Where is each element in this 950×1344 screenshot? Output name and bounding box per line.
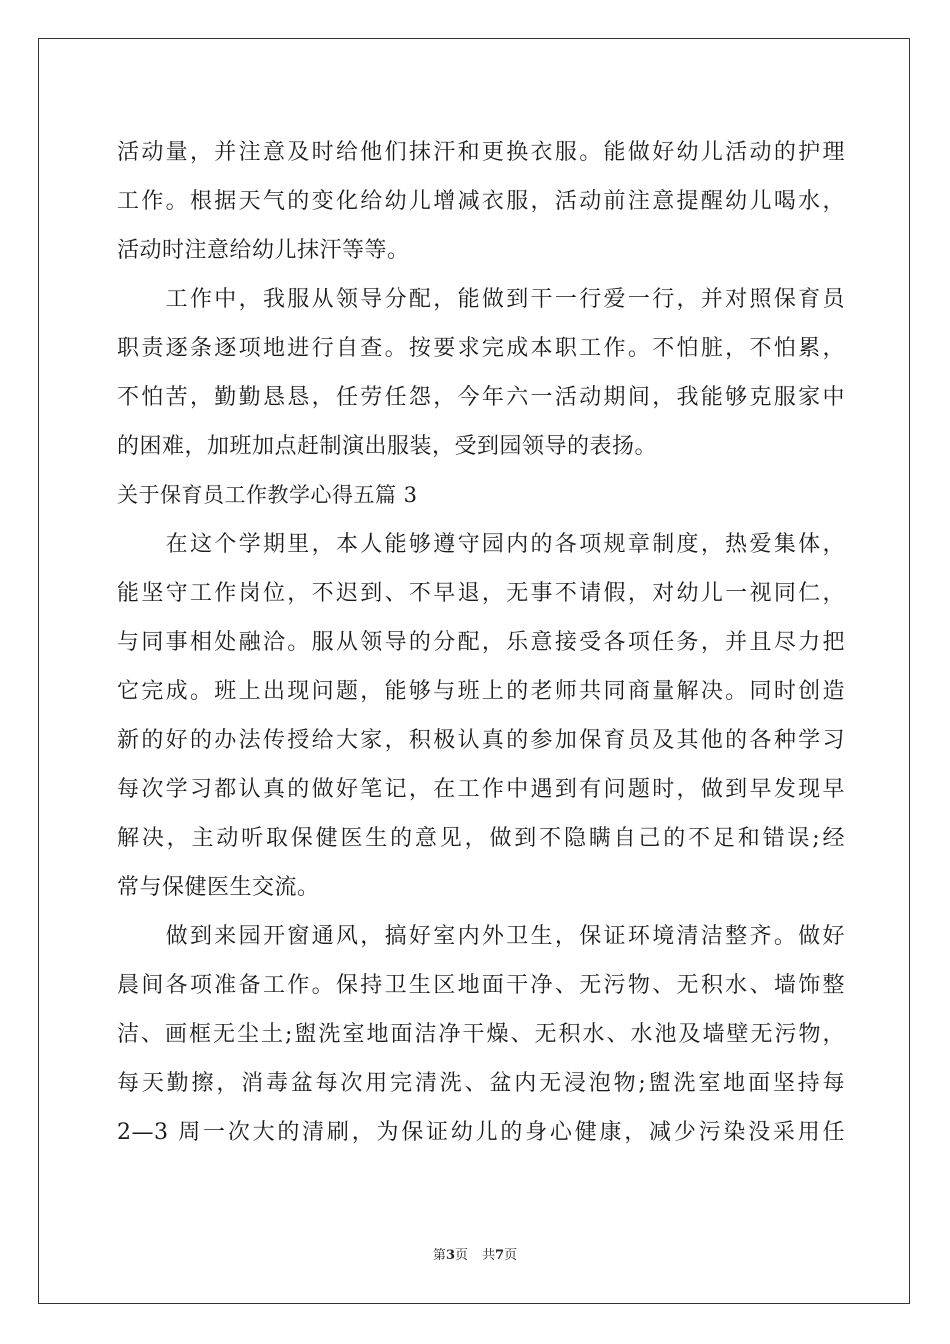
text-line: 每次学习都认真的做好笔记，在工作中遇到有问题时，做到早发现早 xyxy=(117,777,845,802)
total-prefix: 共 xyxy=(482,1248,496,1263)
heading-text: 关于保育员工作教学心得五篇 3 xyxy=(117,483,418,507)
page-total: 7 xyxy=(495,1248,505,1263)
text-line: 能坚守工作岗位，不迟到、不早退，无事不请假，对幼儿一视同仁， xyxy=(117,581,845,606)
text-line: 每天勤擦，消毒盆每次用完清洗、盆内无浸泡物;盥洗室地面坚持每 xyxy=(117,1071,845,1096)
text-line: 常与保健医生交流。 xyxy=(117,875,320,900)
text-line: 与同事相处融洽。服从领导的分配，乐意接受各项任务，并且尽力把 xyxy=(117,630,845,655)
page-label: 页 xyxy=(454,1248,468,1263)
paragraph xyxy=(117,128,845,275)
text-line: 解决，主动听取保健医生的意见，做到不隐瞒自己的不足和错误;经 xyxy=(117,826,845,851)
page-current: 3 xyxy=(445,1248,455,1263)
text-line: 洁、画框无尘土;盥洗室地面洁净干燥、无积水、水池及墙壁无污物， xyxy=(117,1022,845,1047)
text-line: 做到来园开窗通风，搞好室内外卫生，保证环境清洁整齐。做好 xyxy=(117,924,845,949)
text-line: 活动量，并注意及时给他们抹汗和更换衣服。能做好幼儿活动的护理 xyxy=(117,140,845,165)
text-line: 2—3 周一次大的清刷，为保证幼儿的身心健康，减少污染没采用任 xyxy=(117,1120,845,1145)
paragraph xyxy=(117,275,845,471)
text-line: 活动时注意给幼儿抹汗等等。 xyxy=(117,238,410,263)
page-prefix: 第 xyxy=(432,1248,446,1263)
section-heading xyxy=(117,471,845,520)
page-footer xyxy=(0,1244,950,1263)
text-line: 它完成。班上出现问题，能够与班上的老师共同商量解决。同时创造 xyxy=(117,679,845,704)
text-line: 新的好的办法传授给大家，积极认真的参加保育员及其他的各种学习 xyxy=(117,728,845,753)
text-line: 工作中，我服从领导分配，能做到干一行爱一行，并对照保育员 xyxy=(117,287,845,312)
text-line: 工作。根据天气的变化给幼儿增减衣服，活动前注意提醒幼儿喝水， xyxy=(117,189,845,214)
total-label: 页 xyxy=(504,1248,518,1263)
text-line: 职责逐条逐项地进行自查。按要求完成本职工作。不怕脏，不怕累， xyxy=(117,336,845,361)
text-line: 晨间各项准备工作。保持卫生区地面干净、无污物、无积水、墙饰整 xyxy=(117,973,845,998)
text-line: 在这个学期里，本人能够遵守园内的各项规章制度，热爱集体， xyxy=(117,532,845,557)
text-line: 的困难，加班加点赶制演出服装，受到园领导的表扬。 xyxy=(117,434,658,459)
document-body xyxy=(117,128,845,1157)
paragraph xyxy=(117,912,845,1157)
paragraph xyxy=(117,520,845,912)
text-line: 不怕苦，勤勤恳恳，任劳任怨，今年六一活动期间，我能够克服家中 xyxy=(117,385,845,410)
